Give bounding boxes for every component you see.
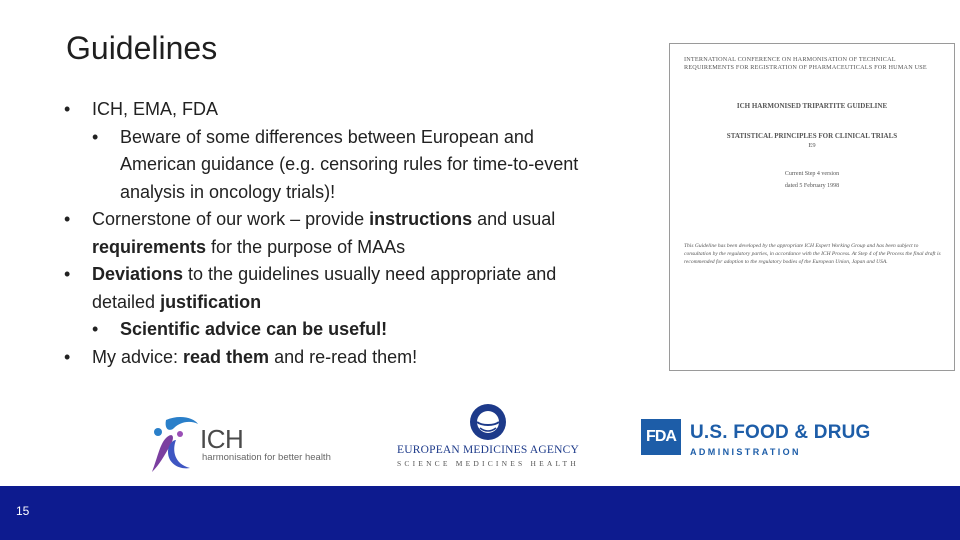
- bullet-marker: •: [64, 209, 71, 229]
- ich-figure-icon: [146, 410, 202, 476]
- ema-emblem-icon: [468, 402, 508, 442]
- guideline-document-image: [669, 43, 955, 371]
- sub-bullet-item: [64, 124, 664, 207]
- ema-tagline: SCIENCE MEDICINES HEALTH: [397, 459, 579, 468]
- page-number: 15: [16, 504, 30, 518]
- document-guideline-title: STATISTICAL PRINCIPLES FOR CLINICAL TRIALS: [726, 132, 898, 140]
- footer-bar: [0, 486, 960, 540]
- bullet-emphasis: Deviations: [92, 264, 184, 284]
- document-guideline-type: ICH HARMONISED TRIPARTITE GUIDELINE: [736, 102, 888, 110]
- bullet-text: ICH, EMA, FDA: [92, 99, 219, 119]
- bullet-text: American guidance (e.g. censoring rules for time-to-event: [120, 154, 579, 174]
- fda-name-line2: ADMINISTRATION: [690, 447, 801, 457]
- bullet-text: and usual: [472, 209, 556, 229]
- bullet-marker: •: [64, 346, 71, 367]
- bullet-emphasis: justification: [160, 291, 262, 312]
- document-note: This Guideline has been developed by the appropriate ICH Expert Working Group and has been subject to consultation by the regulatory parties, in accordance with the ICH Process. At Step 4 of the Process the final draft is recommended for adoption to the regulatory bodies of the European Union, Japan and USA.: [684, 243, 941, 265]
- bullet-text: detailed: [92, 291, 161, 312]
- bullet-item: [64, 206, 664, 261]
- fda-logo: [641, 419, 871, 463]
- document-header: INTERNATIONAL CONFERENCE ON HARMONISATION OF TECHNICAL REQUIREMENTS FOR REGISTRATION OF PHARMACEUTICALS FOR HUMAN USE: [684, 56, 927, 71]
- bullet-text: Beware of some differences between European and: [120, 126, 534, 147]
- ich-wordmark: ICH: [200, 424, 244, 454]
- document-date: dated 5 February 1998: [784, 183, 840, 189]
- bullet-emphasis: Scientific advice can be useful!: [120, 319, 388, 339]
- fda-mark: FDA: [641, 419, 681, 455]
- bullet-item: [64, 344, 664, 372]
- bullet-list: [64, 96, 664, 371]
- fda-name-line1: U.S. FOOD & DRUG: [690, 422, 871, 443]
- ema-name: EUROPEAN MEDICINES AGENCY: [397, 444, 579, 456]
- bullet-marker: •: [64, 99, 71, 119]
- bullet-text: analysis in oncology trials)!: [120, 181, 336, 202]
- bullet-text: for the purpose of MAAs: [206, 236, 406, 257]
- ema-logo: [388, 402, 588, 474]
- bullet-text: My advice:: [92, 346, 184, 367]
- ich-logo: [146, 410, 336, 476]
- sub-bullet-item: [64, 316, 664, 344]
- bullet-emphasis: read them: [183, 346, 270, 367]
- ich-tagline: harmonisation for better health: [202, 452, 331, 463]
- bullet-emphasis: requirements: [92, 236, 207, 257]
- document-code: E9: [808, 142, 816, 149]
- bullet-item: [64, 96, 664, 124]
- bullet-marker: •: [92, 319, 99, 339]
- document-step: Current Step 4 version: [784, 171, 840, 177]
- bullet-item: [64, 261, 664, 316]
- bullet-text: to the guidelines usually need appropriate and: [183, 264, 557, 284]
- slide-title: Guidelines: [66, 30, 218, 66]
- bullet-text: Cornerstone of our work – provide: [92, 209, 370, 229]
- bullet-text: and re-read them!: [269, 346, 418, 367]
- bullet-emphasis: instructions: [369, 209, 473, 229]
- bullet-marker: •: [92, 126, 99, 147]
- bullet-marker: •: [64, 264, 71, 284]
